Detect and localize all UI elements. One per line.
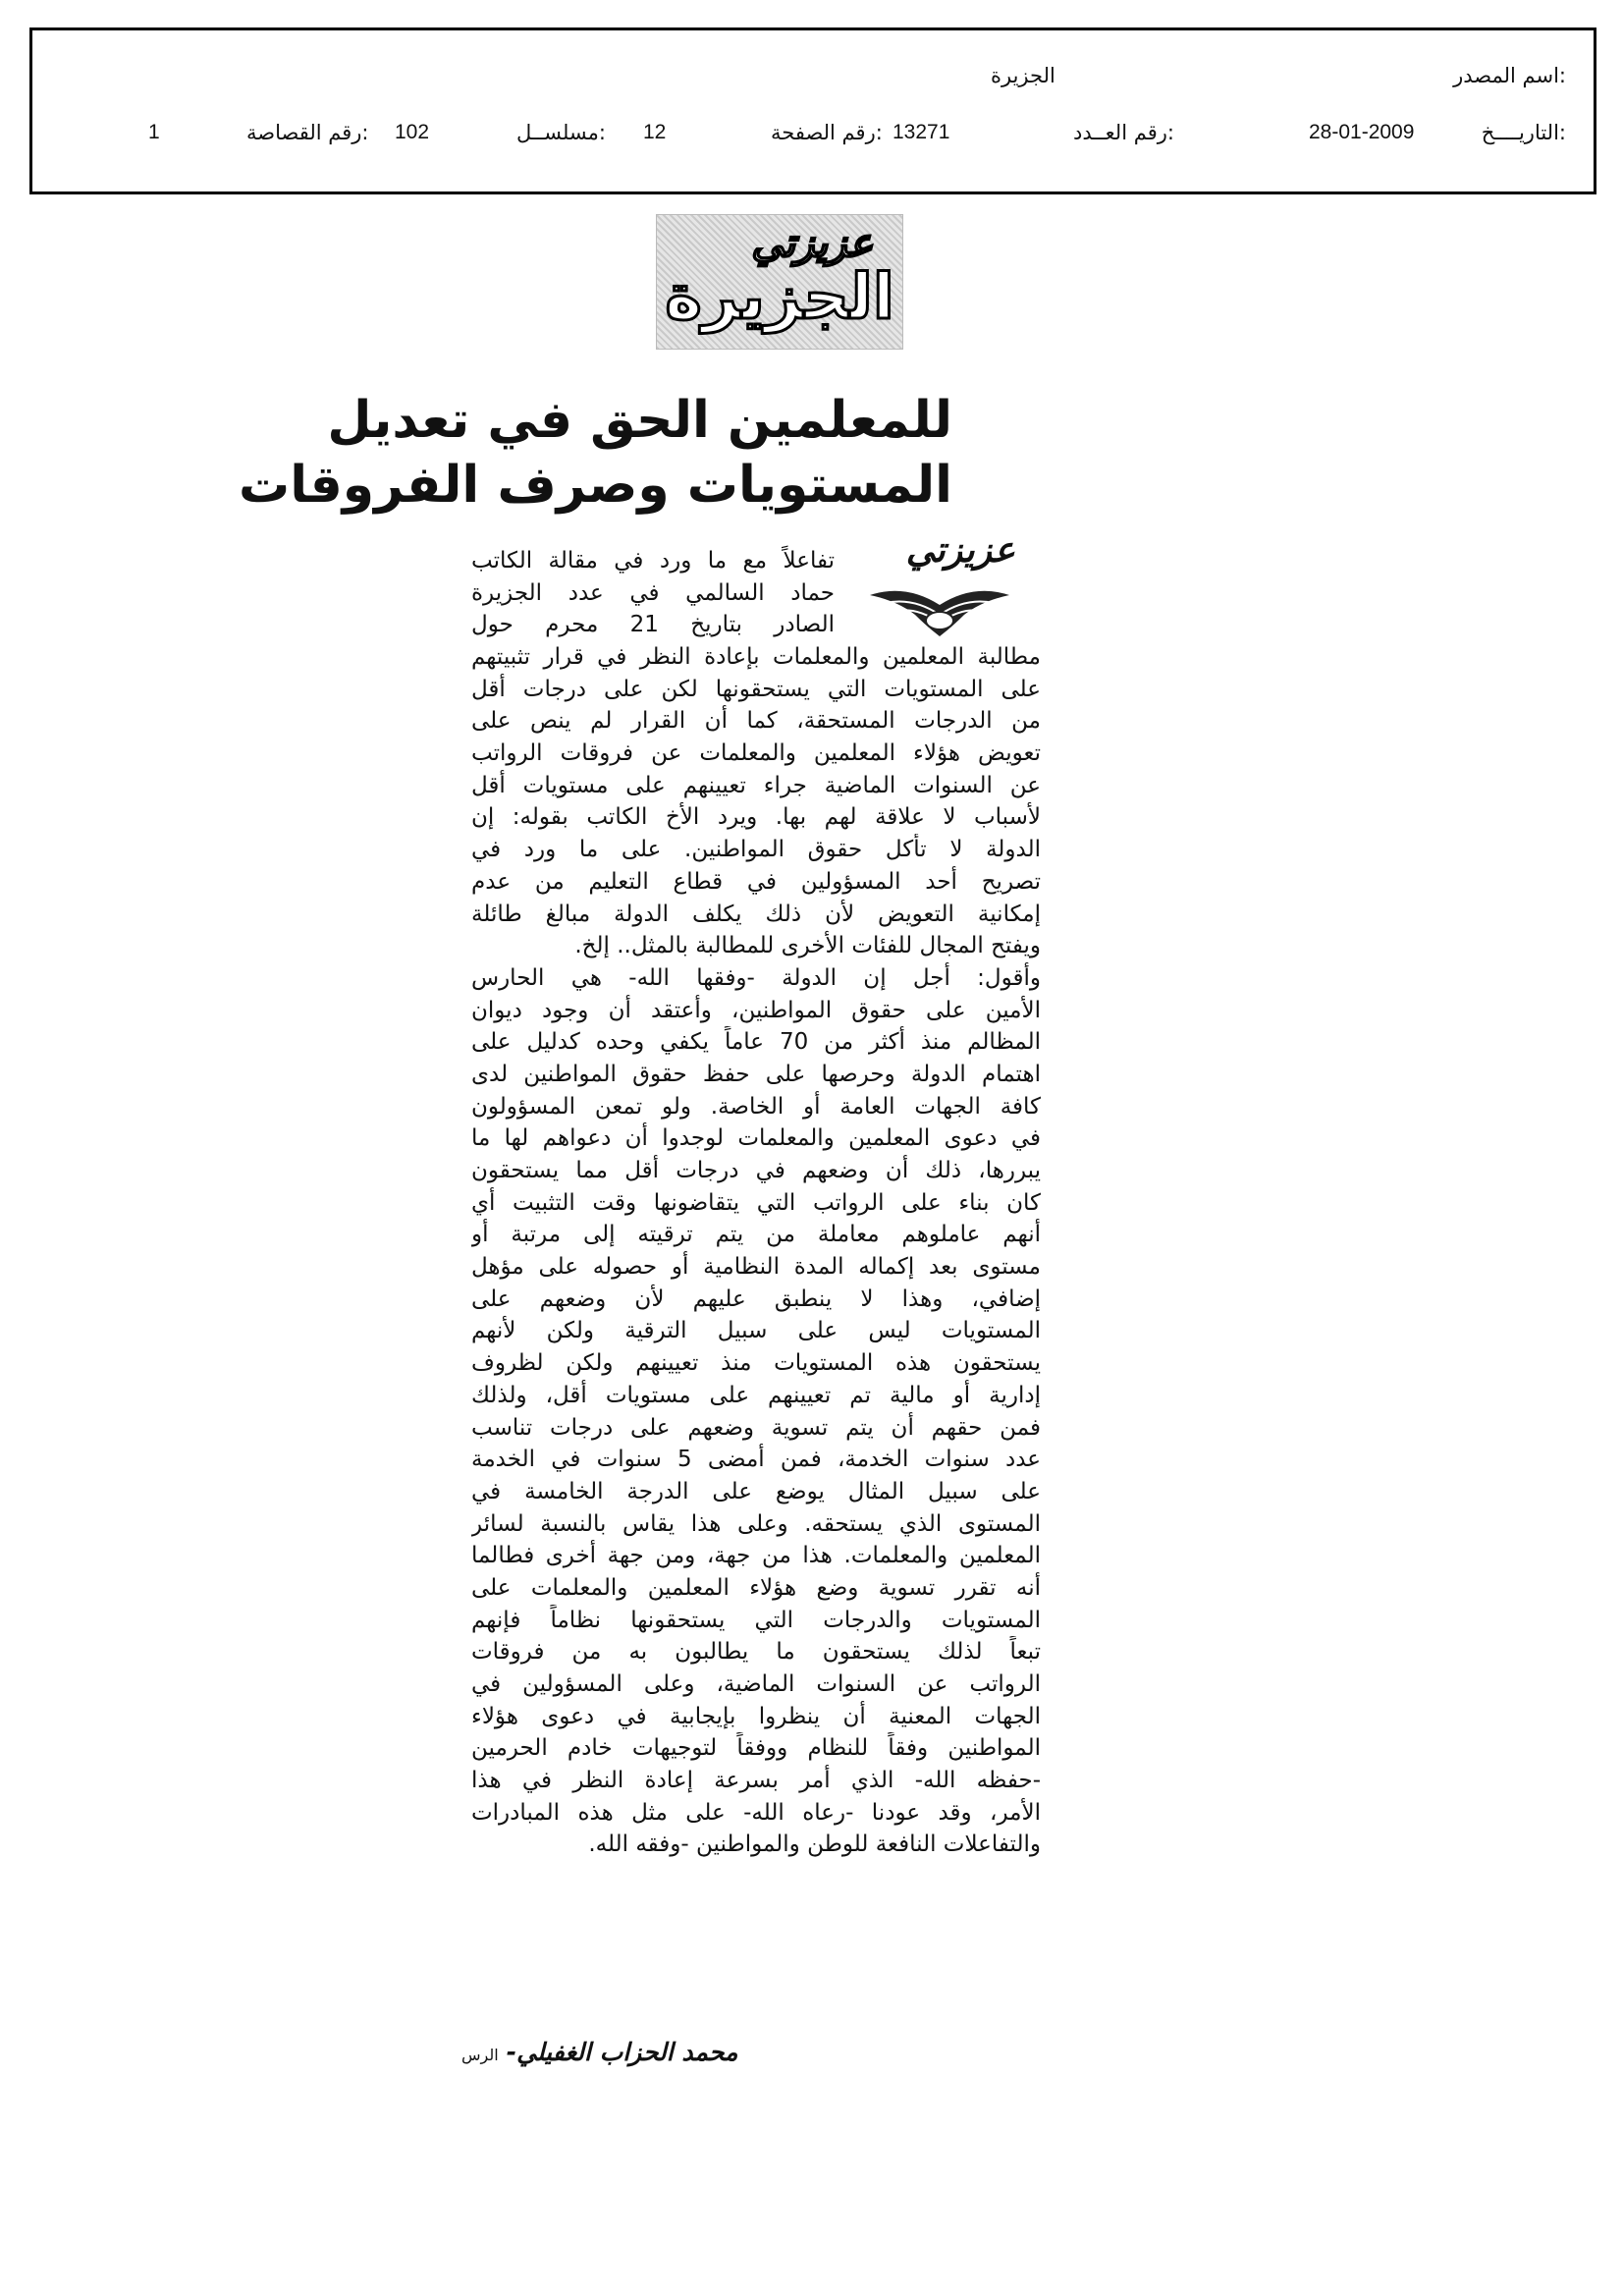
body-line: -حفظه الله- الذي أمر بسرعة إعادة النظر في هذا [471, 1768, 1041, 1794]
body-line: المواطنين وفقاً للنظام ووفقاً لتوجيهات خادم الحرمين [471, 1735, 1041, 1762]
body-line: أنهم عاملوهم معاملة من يتم ترقيته إلى مرتبة أو [471, 1222, 1041, 1248]
bird-emblem-icon [866, 575, 1013, 644]
body-line: اهتمام الدولة وحرصها على حفظ حقوق المواطنين لدى [471, 1061, 1041, 1087]
source-value: الجزيرة [991, 64, 1055, 87]
body-line: تصريح أحد المسؤولين في قطاع التعليم من عدم [471, 868, 1041, 895]
body-line: تبعاً لذلك يستحقون ما يطالبون به من فروقات [471, 1639, 1041, 1666]
page-value: 12 [643, 121, 667, 143]
body-line: المستويات ليس على سبيل الترقية ولكن لأنهم [471, 1318, 1041, 1344]
headline-line-2: المستويات وصرف الفروقات [238, 456, 952, 515]
body-line: يبررها، ذلك أن وضعهم في درجات أقل مما يستحقون [471, 1158, 1041, 1183]
author-location: الرس [461, 2046, 499, 2064]
body-line: الجهات المعنية أن ينظروا بإيجابية في دعوى هؤلاء [471, 1703, 1041, 1729]
intro-line: الصادر بتاريخ 21 محرم حول [471, 612, 835, 638]
date-label: التاريــــخ: [1481, 121, 1566, 144]
section-logo-sub: عزيزتي [751, 221, 873, 266]
body-line: الأمين على حقوق المواطنين، وأعتقد أن وجود ديوان [471, 997, 1041, 1023]
date-value: 28-01-2009 [1309, 121, 1415, 143]
author-name: محمد الحزاب الغفيلي- [506, 2038, 738, 2066]
body-line: أنه تقرر تسوية وضع هؤلاء المعلمين والمعلمات على [471, 1574, 1041, 1601]
body-line: فمن حقهم أن يتم تسوية وضعهم على درجات تناسب [471, 1414, 1041, 1441]
body-line: كان بناء على الرواتب التي يتقاضونها وقت التثبيت أي [471, 1189, 1041, 1216]
body-line: المعلمين والمعلمات. هذا من جهة، ومن جهة أخرى فطالما [471, 1543, 1041, 1569]
column-logo [862, 530, 1019, 638]
intro-text [471, 545, 835, 641]
clip-value: 1 [148, 121, 160, 143]
body-line: إمكانية التعويض لأن ذلك يكلف الدولة مبالغ طائلة [471, 901, 1041, 927]
intro-line: تفاعلاً مع ما ورد في مقالة الكاتب [471, 548, 835, 574]
body-line: تعويض هؤلاء المعلمين والمعلمات عن فروقات الرواتب [471, 740, 1041, 767]
body-line: لأسباب لا علاقة لهم بها. ويرد الأخ الكاتب بقوله: إن [471, 804, 1041, 831]
body-line: مطالبة المعلمين والمعلمات بإعادة النظر في قرار تثبيتهم [471, 644, 1041, 670]
clipping-info-box [29, 27, 1596, 194]
body-line: المستويات والدرجات التي يستحقونها نظاماً فإنهم [471, 1607, 1041, 1633]
section-logo [656, 214, 903, 350]
body-line: على المستويات التي يستحقونها لكن على درجات أقل [471, 676, 1041, 702]
section-logo-main: الجزيرة [665, 261, 894, 334]
body-line: يستحقون هذه المستويات منذ تعيينهم ولكن لظروف [471, 1350, 1041, 1377]
author-signature [461, 2038, 737, 2066]
source-label: اسم المصدر: [1453, 64, 1566, 87]
body-line: ويفتح المجال للفئات الأخرى للمطالبة بالمثل.. إلخ. [574, 933, 1041, 959]
body-line: من الدرجات المستحقة، كما أن القرار لم ينص على [471, 708, 1041, 735]
body-line: الأمر، وقد عودنا -رعاه الله- على مثل هذه المبادرات [471, 1799, 1041, 1826]
clip-label: رقم القصاصة: [246, 121, 369, 144]
body-line: المظالم منذ أكثر من 70 عاماً يكفي وحده كدليل على [471, 1029, 1041, 1056]
body-line: إضافي، وهذا لا ينطبق عليهم لأن وضعهم على [471, 1285, 1041, 1312]
body-line: عن السنوات الماضية جراء تعيينهم على مستويات أقل [471, 772, 1041, 798]
body-line: والتفاعلات النافعة للوطن والمواطنين -وفقه الله. [588, 1831, 1041, 1858]
serial-label: مسلســل: [516, 121, 606, 144]
body-line: وأقول: أجل إن الدولة -وفقها الله- هي الحارس [471, 964, 1041, 991]
body-line: عدد سنوات الخدمة، فمن أمضى 5 سنوات في الخدمة [471, 1447, 1041, 1473]
body-line: الرواتب عن السنوات الماضية، وعلى المسؤولين في [471, 1671, 1041, 1697]
column-logo-label: عزيزتي [905, 530, 1015, 571]
issue-label: رقم العــدد: [1073, 121, 1174, 144]
page-label: رقم الصفحة: [771, 121, 883, 144]
body-line: المستوى الذي يستحقه. وعلى هذا يقاس بالنسبة لسائر [471, 1510, 1041, 1537]
body-line: في دعوى المعلمين والمعلمات لوجدوا أن دعواهم لها ما [471, 1125, 1041, 1152]
article-body [471, 641, 1041, 1861]
body-line: الدولة لا تأكل حقوق المواطنين. على ما ورد في [471, 837, 1041, 863]
body-line: كافة الجهات العامة أو الخاصة. ولو تمعن المسؤولون [471, 1093, 1041, 1120]
headline-line-1: للمعلمين الحق في تعديل [327, 391, 952, 450]
intro-line: حماد السالمي في عدد الجزيرة [471, 579, 835, 606]
issue-value: 13271 [893, 121, 950, 143]
body-line: مستوى بعد إكماله المدة النظامية أو حصوله على مؤهل [471, 1254, 1041, 1281]
body-line: إدارية أو مالية تم تعيينهم على مستويات أقل، ولذلك [471, 1382, 1041, 1408]
serial-value: 102 [395, 121, 430, 143]
body-line: على سبيل المثال يوضع على الدرجة الخامسة في [471, 1478, 1041, 1504]
